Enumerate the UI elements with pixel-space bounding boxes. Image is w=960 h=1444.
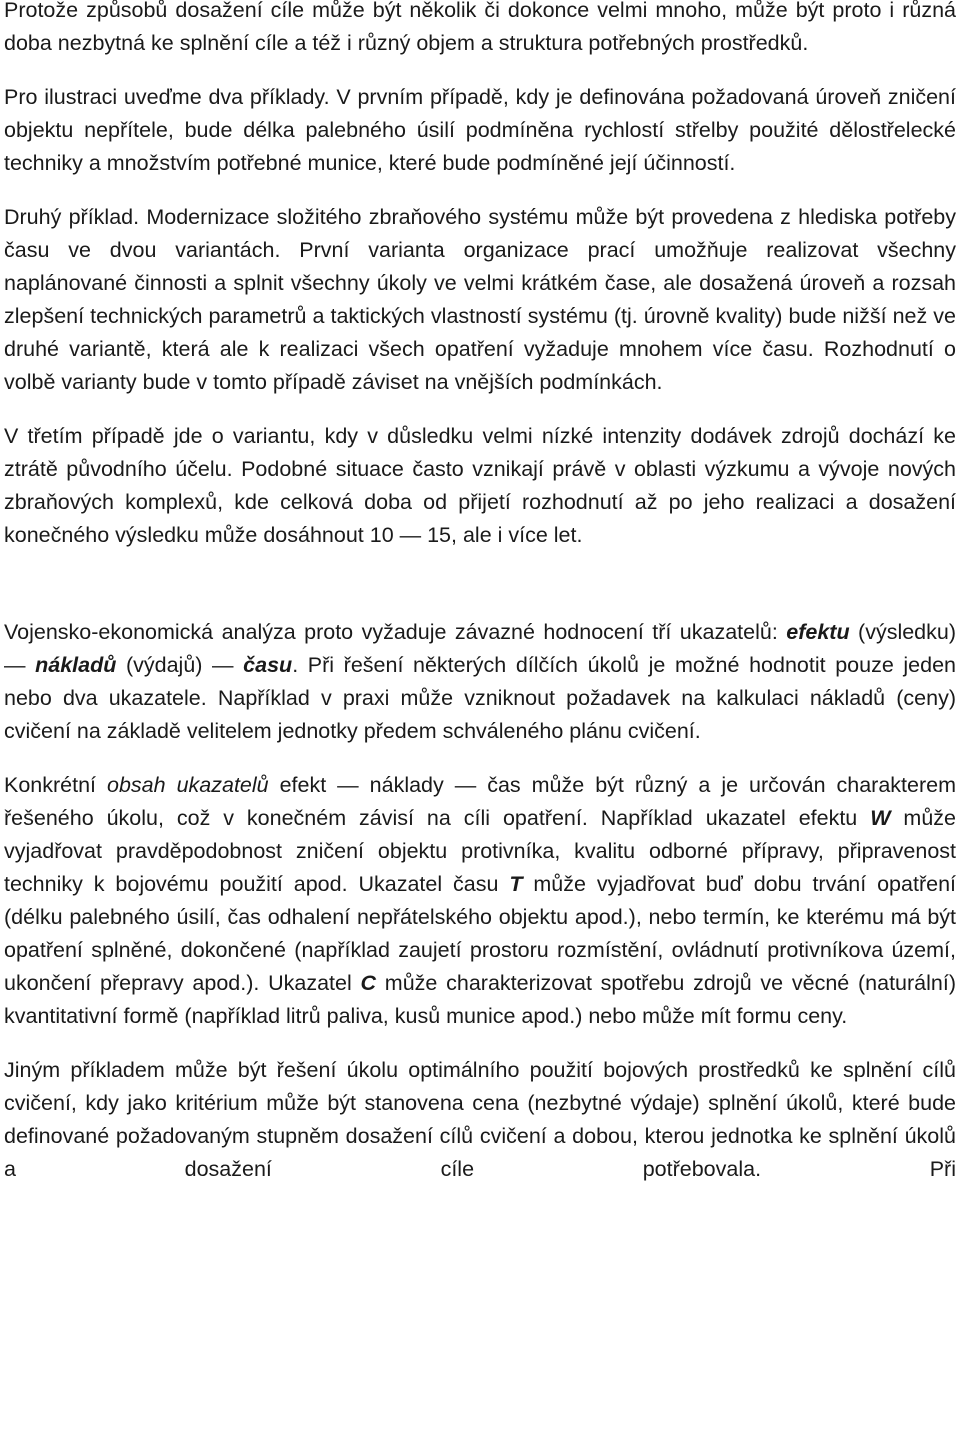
term-cas: času: [243, 653, 293, 677]
paragraph-5-text-2: (výsledku) —: [4, 620, 957, 677]
paragraph-6-text-3: může vyjadřovat pravděpodobnost zničení objektu protivníka, kvalitu odborné přípravy, připravenost techniky k bojovému použití apod. Ukazatel času: [4, 806, 956, 896]
paragraph-7: Jiným příkladem může být řešení úkolu optimálního použití bojových prostředků ke splnění cílů cvičení, kdy jako kritérium může být stanovena cena (nezbytné výdaje) splnění úkolů, které bude definované požadovaným stupněm dosažení cílů cvičení a dobou, kterou jednotka ke splnění úkolů a dosažení cíle potřebovala. Při: [4, 1058, 956, 1181]
paragraph-6-text-2: efekt — náklady — čas může být různý a je určován charakterem řešeného úkolu, což v konečném závisí na cíli opatření. Například ukazatel efektu: [4, 773, 957, 830]
paragraph-6: [4, 769, 956, 1033]
paragraph-6-text-5: může charakterizovat spotřebu zdrojů ve věcné (naturální) kvantitativní formě (například litrů paliva, kusů munice apod.) nebo může mít formu ceny.: [4, 971, 956, 1028]
symbol-w: W: [870, 806, 891, 830]
paragraph-6-text-4: může vyjadřovat buď dobu trvání opatření (délku palebného úsilí, čas odhalení nepřátelského objektu apod.), nebo termín, ke kterému má být opatření splněné, dokončené (například zaujetí prostoru rozmístění, ovládnutí protivníkova území, ukončení přepravy apod.). Ukazatel: [4, 872, 956, 995]
symbol-t: T: [509, 872, 523, 896]
term-obsah-ukazatelu: obsah ukazatelů: [107, 773, 269, 797]
term-efekt: efektu: [786, 620, 850, 644]
paragraph-6-text-1: Konkrétní: [4, 773, 108, 797]
paragraph-2: Pro ilustraci uveďme dva příklady. V prvním případě, kdy je definována požadovaná úroveň zničení objektu nepřítele, bude délka palebného úsilí podmíněna rychlostí střelby použité dělostřelecké techniky a množstvím potřebné munice, které bude podmíněné její účinností.: [4, 85, 956, 175]
term-naklady: nákladů: [35, 653, 117, 677]
symbol-c: C: [360, 971, 377, 995]
paragraph-1: Protože způsobů dosažení cíle může být několik či dokonce velmi mnoho, může být proto i různá doba nezbytná ke splnění cíle a též i různý objem a struktura potřebných prostředků.: [4, 0, 956, 55]
paragraph-5-text-4: . Při řešení některých dílčích úkolů je možné hodnotit pouze jeden nebo dva ukazatele. Například v praxi může vzniknout požadavek na kalkulaci nákladů (ceny) cvičení na základě velitelem jednotky předem schváleného plánu cvičení.: [4, 653, 956, 743]
paragraph-5-text-3: (výdajů) —: [116, 653, 244, 677]
paragraph-5-text-1: Vojensko-ekonomická analýza proto vyžaduje závazné hodnocení tří ukazatelů:: [4, 620, 787, 644]
paragraph-4: V třetím případě jde o variantu, kdy v důsledku velmi nízké intenzity dodávek zdrojů dochází ke ztrátě původního účelu. Podobné situace často vznikají právě v oblasti výzkumu a vývoje nových zbraňových komplexů, kde celková doba od přijetí rozhodnutí až po jeho realizaci a dosažení konečného výsledku může dosáhnout 10 — 15, ale i více let.: [4, 424, 956, 547]
paragraph-3: Druhý příklad. Modernizace složitého zbraňového systému může být provedena z hlediska potřeby času ve dvou variantách. První varianta organizace prací umožňuje realizovat všechny naplánované činnosti a splnit všechny úkoly ve velmi krátkém čase, ale dosažená úroveň a rozsah zlepšení technických parametrů a taktických vlastností systému (tj. úrovně kvality) bude nižší než ve druhé variantě, která ale k realizaci všech opatření vyžaduje mnohem více času. Rozhodnutí o volbě varianty bude v tomto případě záviset na vnějších podmínkách.: [4, 205, 956, 394]
paragraph-5: [4, 616, 956, 748]
